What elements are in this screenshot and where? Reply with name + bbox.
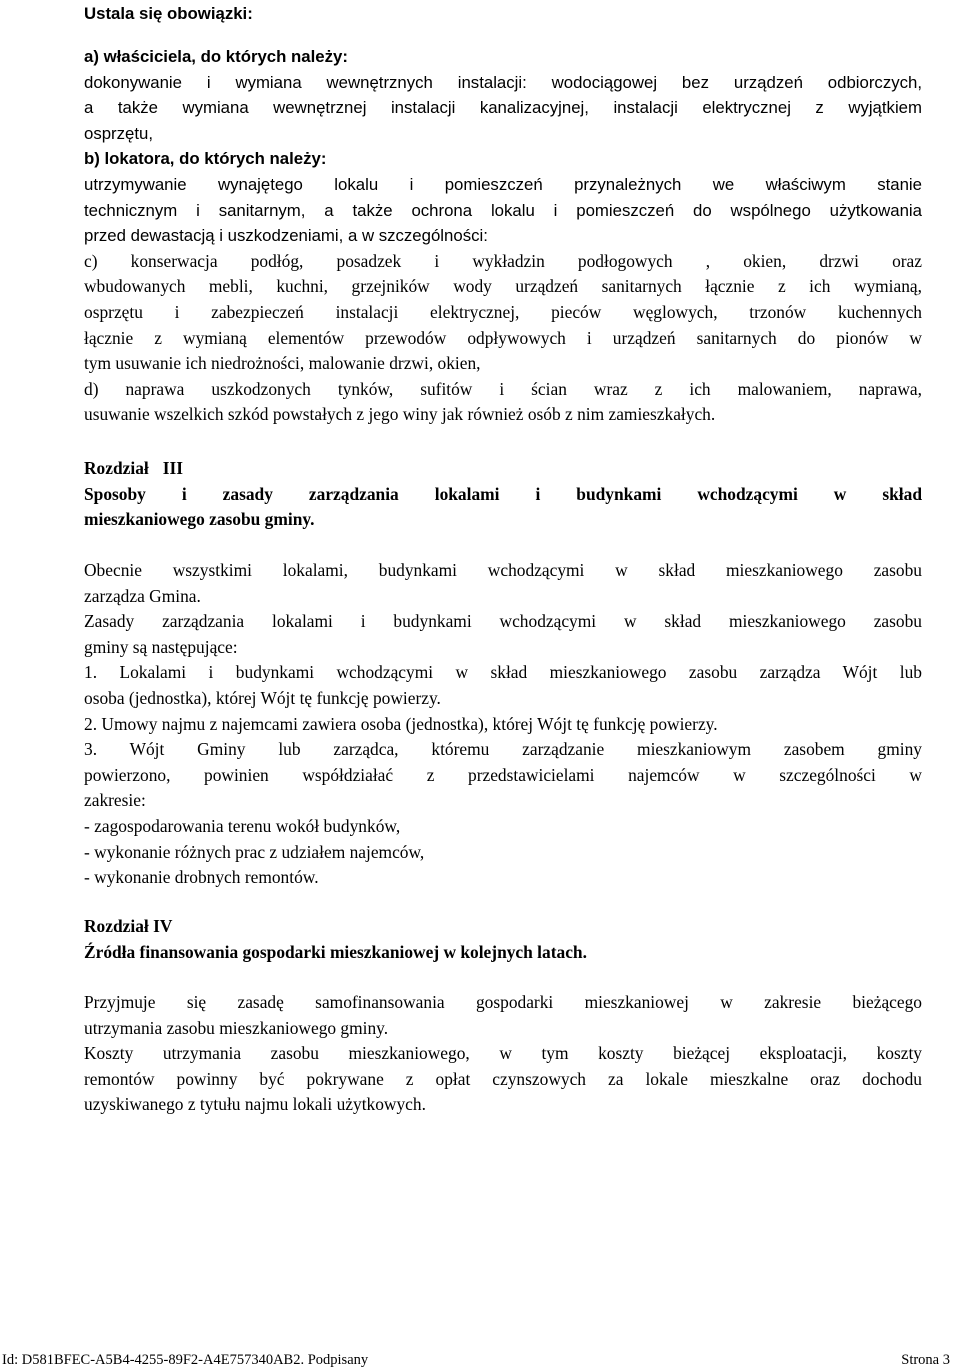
chapter-3-title-line-2: mieszkaniowego zasobu gminy. [84,509,315,530]
chapter-3-body [84,558,922,891]
chapter-3-number: Rozdział III [84,458,184,478]
ch4-p1-line-1: Przyjmuje się zasadę samofinansowania gospodarki mieszkaniowej w zakresie bieżącego [84,992,922,1012]
ch3-item1-line-1: 1. Lokalami i budynkami wchodzącymi w skład mieszkaniowego zasobu zarządza Wójt lub [84,662,922,683]
obligations-title: Ustala się obowiązki: [84,4,253,23]
document-id: Id: D581BFEC-A5B4-4255-89F2-A4E757340AB2. Podpisany [2,1352,369,1368]
ch3-p1-line-2: zarządza Gmina. [84,585,201,606]
item-d-line-1: d) naprawa uszkodzonych tynków, sufitów i ścian wraz z ich malowaniem, naprawa, [84,378,922,399]
chapter-4-heading [84,914,922,965]
chapter-4-number: Rozdział IV [84,916,173,936]
ch3-p2-line-1: Zasady zarządzania lokalami i budynkami wchodzącymi w skład mieszkaniowego zasobu [84,611,922,632]
ch3-p2-line-2: gminy są następujące: [84,636,238,657]
item-c-line-3: osprzętu i zabezpieczeń instalacji elektrycznej, pieców węglowych, trzonów kuchennych [84,301,922,322]
chapter-4-title: Źródła finansowania gospodarki mieszkaniowej w kolejnych latach. [84,941,587,962]
owner-line-3: osprzętu, [84,123,154,143]
ch3-item2: 2. Umowy najmu z najemcami zawiera osoba (jednostka), której Wójt tę funkcję powierzy. [84,713,718,734]
ch3-item1-line-2: osoba (jednostka), której Wójt tę funkcję powierzy. [84,687,441,708]
tenant-line-2: technicznym i sanitarnym, a także ochrona lokalu i pomieszczeń do wspólnego użytkowania [84,200,922,220]
ch4-p2-line-1: Koszty utrzymania zasobu mieszkaniowego, w tym koszty bieżącej eksploatacji, koszty [84,1043,922,1064]
obligations-list [84,44,922,428]
ch3-dash-1: - zagospodarowania terenu wokół budynków, [84,815,401,836]
ch4-p1-line-2: utrzymania zasobu mieszkaniowego gminy. [84,1017,389,1038]
item-c-line-1: c) konserwacja podłóg, posadzek i wykładzin podłogowych , okien, drzwi oraz [84,250,922,271]
item-d-line-2: usuwanie wszelkich szkód powstałych z jego winy jak również osób z nim zamieszkałych. [84,404,716,425]
ch3-item3-line-1: 3. Wójt Gminy lub zarządca, któremu zarządzanie mieszkaniowym zasobem gminy [84,739,922,760]
page-footer [0,1349,960,1371]
page-number: Strona 3 [901,1352,950,1368]
item-c-line-5: tym usuwanie ich niedrożności, malowanie drzwi, okien, [84,353,481,374]
chapter-3-title-line-1: Sposoby i zasady zarządzania lokalami i budynkami wchodzącymi w skład [84,483,922,504]
chapter-4-body [84,990,922,1118]
item-c-line-2: wbudowanych mebli, kuchni, grzejników wody urządzeń sanitarnych łącznie z ich wymianą, [84,276,922,297]
tenant-line-3: przed dewastacją i uszkodzeniami, a w szczególności: [84,226,488,246]
owner-line-1: dokonywanie i wymiana wewnętrznych instalacji: wodociągowej bez urządzeń odbiorczych, [84,72,922,92]
ch3-p1-line-1: Obecnie wszystkimi lokalami, budynkami wchodzącymi w skład mieszkaniowego zasobu [84,560,922,580]
tenant-heading: b) lokatora, do których należy: [84,149,327,169]
ch3-dash-3: - wykonanie drobnych remontów. [84,867,319,888]
ch3-dash-2: - wykonanie różnych prac z udziałem najemców, [84,841,425,862]
owner-heading: a) właściciela, do których należy: [84,47,348,66]
ch4-p2-line-2: remontów powinny być pokrywane z opłat czynszowych za lokale mieszkalne oraz dochodu [84,1068,922,1089]
ch3-item3-line-2: powierzono, powinien współdziałać z przedstawicielami najemców w szczególności w [84,764,922,785]
ch3-item3-line-3: zakresie: [84,790,146,811]
tenant-line-1: utrzymywanie wynajętego lokalu i pomieszczeń przynależnych we właściwym stanie [84,174,922,194]
item-c-line-4: łącznie z wymianą elementów przewodów odpływowych i urządzeń sanitarnych do pionów w [84,327,922,348]
ch4-p2-line-3: uzyskiwanego z tytułu najmu lokali użytkowych. [84,1094,426,1115]
chapter-3-heading [84,456,922,533]
owner-line-2: a także wymiana wewnętrznej instalacji kanalizacyjnej, instalacji elektrycznej z wyjątkiem [84,98,922,118]
